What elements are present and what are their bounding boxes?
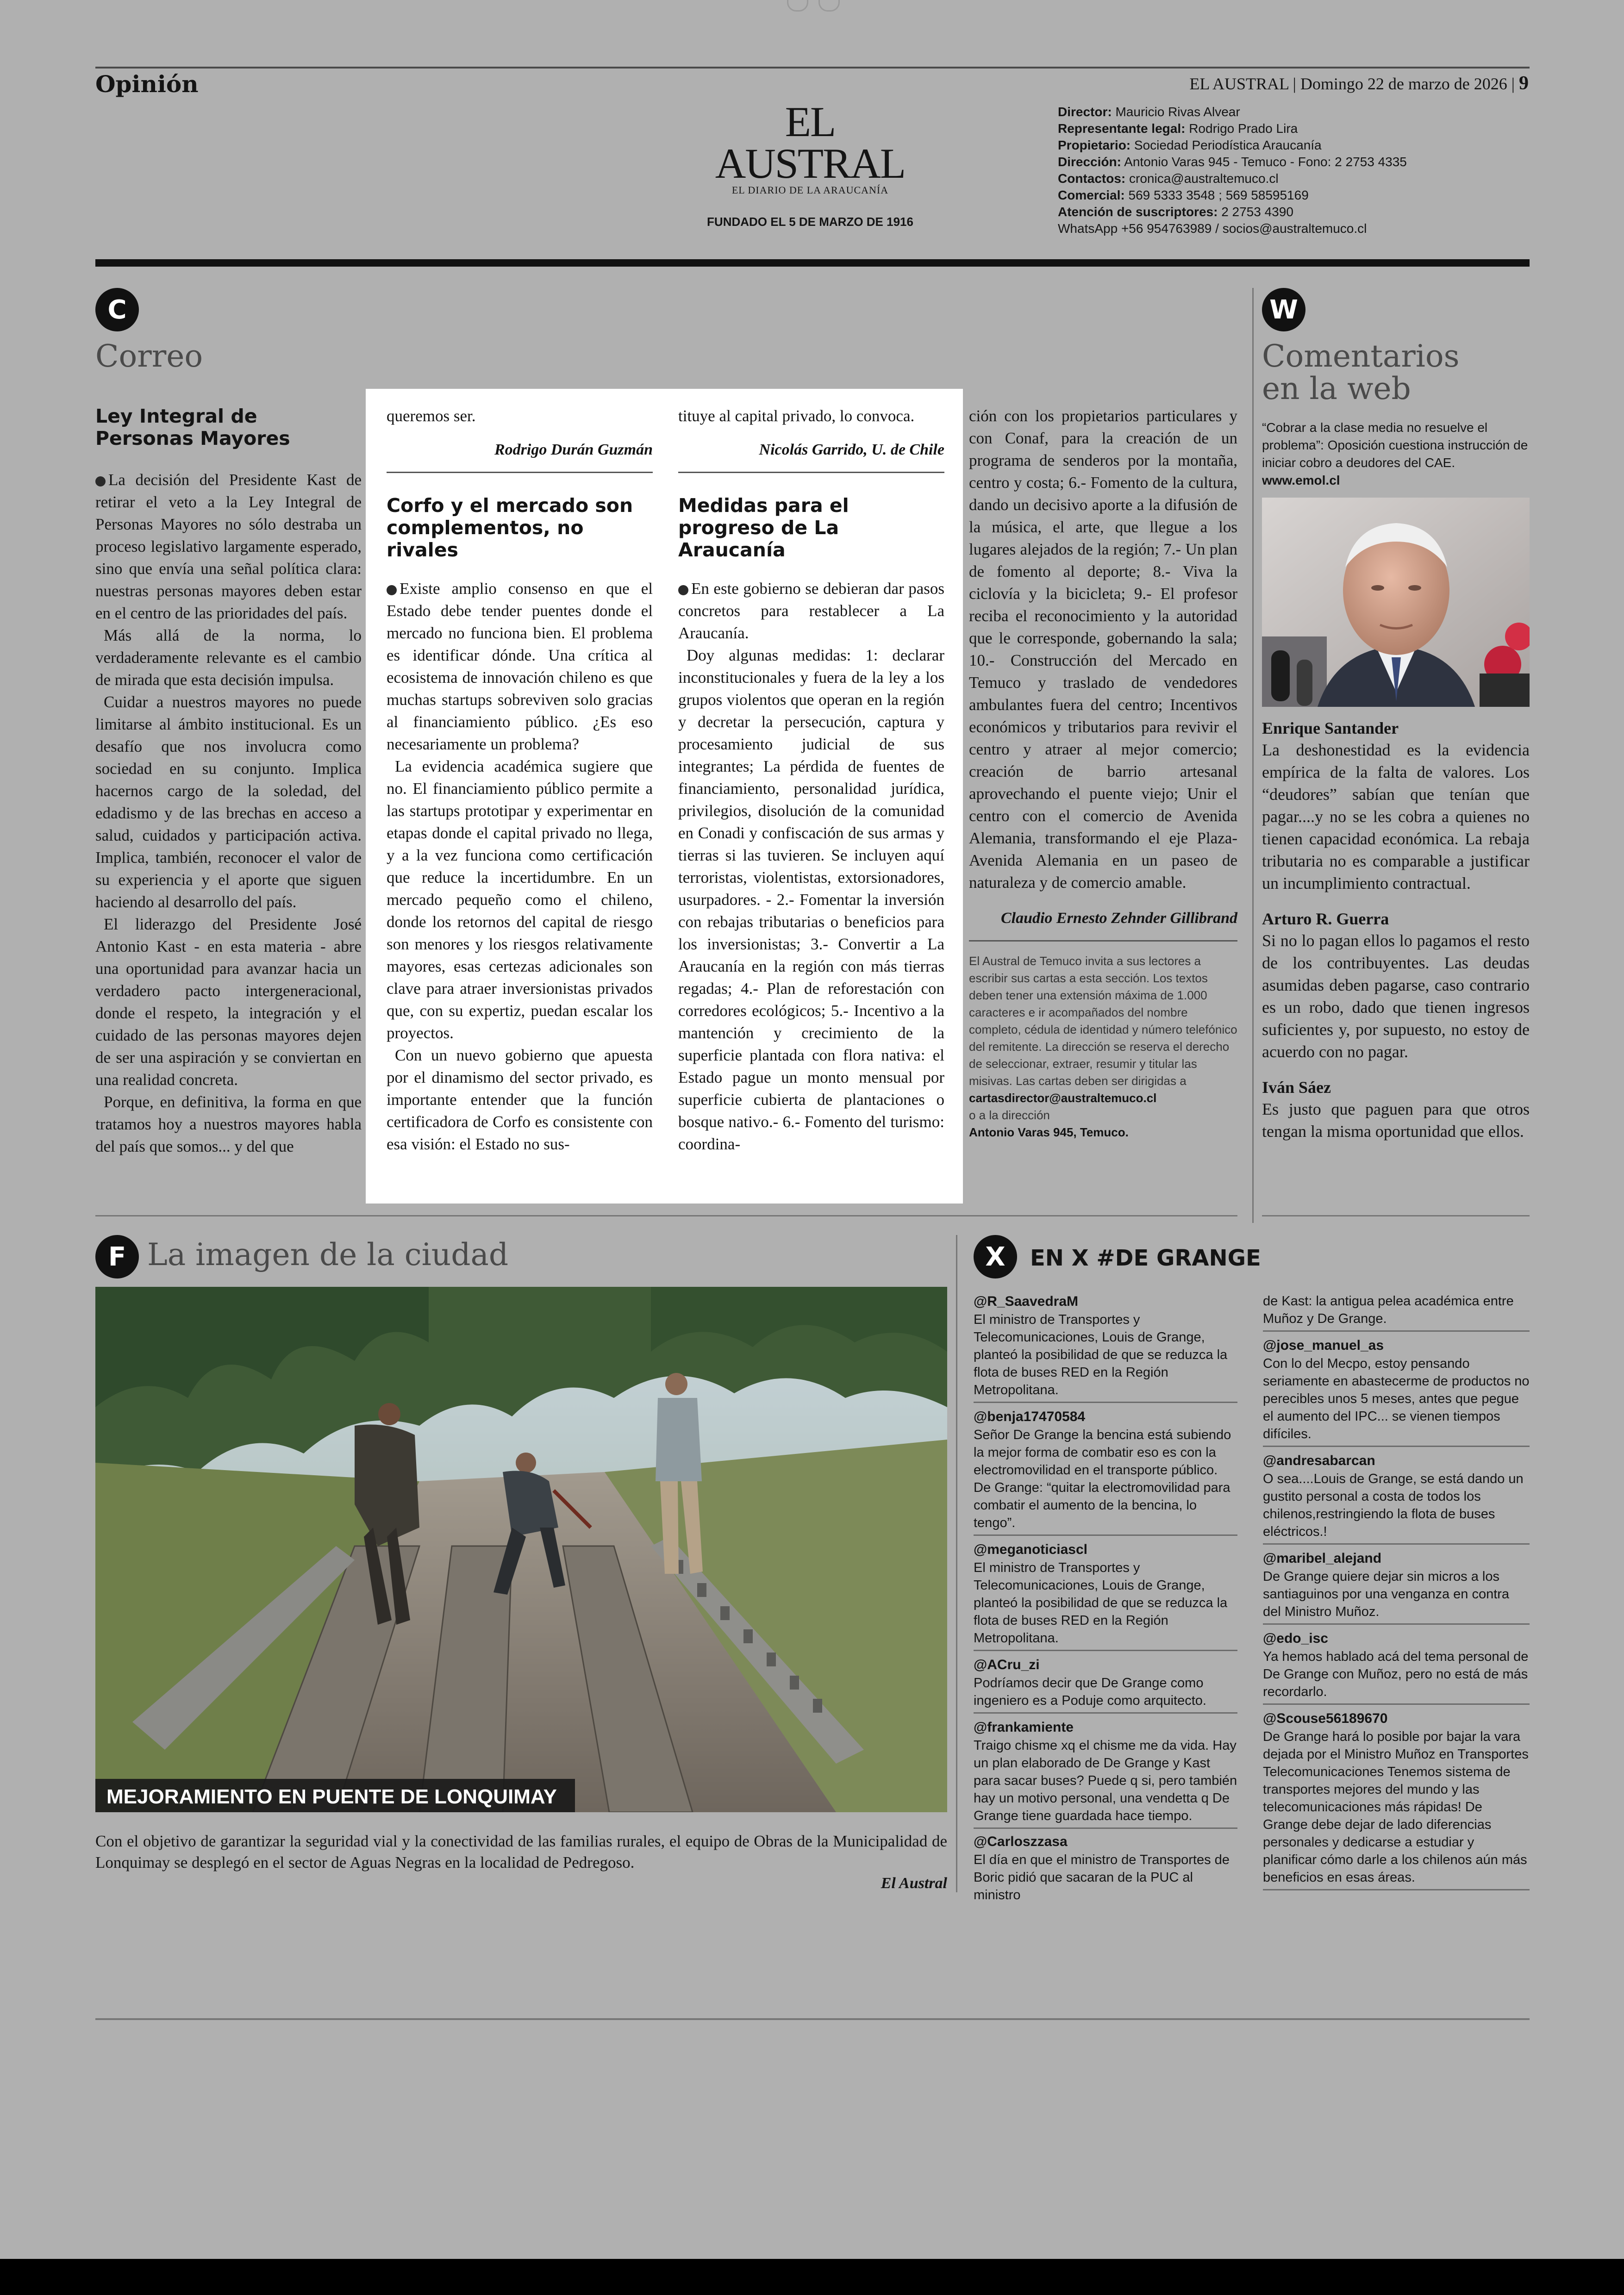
letter1-body: [95, 469, 362, 1158]
comment-text: Es justo que paguen para que otros tengan la misma oportunidad que ellos.: [1262, 1100, 1530, 1141]
middle-rule-left: [95, 1215, 1237, 1216]
tweet-handle[interactable]: @maribel_alejand: [1263, 1551, 1382, 1566]
tweet-handle[interactable]: @edo_isc: [1263, 1631, 1328, 1646]
letter2-paragraph: Con un nuevo gobierno que apuesta por el dinamismo del sector privado, es importante entender que la función certificadora de Corfo es consistente con esa visión: el Estado no sus-: [387, 1046, 653, 1153]
staff-label: Propietario:: [1058, 138, 1131, 152]
comment-item: [1262, 1077, 1530, 1142]
enx-letter-badge: X: [974, 1235, 1017, 1278]
notice-address: Antonio Varas 945, Temuco.: [969, 1125, 1129, 1139]
viewer-bottom-bar: [0, 2259, 1624, 2295]
comentarios-title-line2: en la web: [1262, 371, 1411, 406]
staff-row: [1058, 104, 1407, 120]
founded-line: FUNDADO EL 5 DE MARZO DE 1916: [707, 215, 913, 229]
comment-text: La deshonestidad es la evidencia empírica de la falta de valores. Los “deudores” sabían que tenían que pagar....y no se les cobra a quienes no tienen capacidad económica. La rebaja tributaria no es comparable a justificar un incumplimiento contractual.: [1262, 741, 1530, 892]
comentarios-letter-badge: W: [1262, 288, 1305, 331]
tweet-item: [974, 1291, 1237, 1403]
tweet-handle[interactable]: @meganoticiascl: [974, 1542, 1088, 1557]
letters-notice: [969, 953, 1237, 1141]
logo-title: EL AUSTRAL: [715, 98, 906, 187]
tweet-text: El ministro de Transportes y Telecomunicaciones, Louis de Grange, planteó la posibilidad de que se reduzca la flota de buses RED en la Región Metropolitana.: [974, 1312, 1228, 1397]
staff-value: 2 2753 4390: [1221, 205, 1293, 219]
bullet-icon: [678, 585, 688, 595]
photo-caption-tag: MEJORAMIENTO EN PUENTE DE LONQUIMAY: [106, 1785, 557, 1808]
comentarios-list: [1262, 717, 1530, 1142]
comment-author: Enrique Santander: [1262, 719, 1399, 737]
tweet-item: [974, 1833, 1237, 1904]
staff-value: WhatsApp +56 954763989 / socios@australtemuco.cl: [1058, 221, 1367, 236]
tweet-item: [1263, 1335, 1530, 1447]
letter1-paragraph: Porque, en definitiva, la forma en que tratamos hoy a nuestros mayores habla del país que somos... y del que: [95, 1093, 362, 1155]
letter3-paragraph: ción con los propietarios particulares y con Conaf, para la creación de un programa de senderos por la montaña, centro y costa; 6.- Fomento de la cultura, dando un decisivo aporte a la difusión de la música, el arte, que llegue a los lugares alejados de la región; 7.- Un plan de fomento al deporte; 8.- Viva la ciclovía y la bicicleta; 9.- El profesor reciba el reconocimiento y la autoridad que le corresponde, gobernando la sala; 10.- Construcción del Mercado en Temuco y traslado de vendedores ambulantes fuera del centro; Incentivos económicos y tributarios para revivir el centro y atraer al mejor comercio; creación de barrio artesanal aprovechando el puente viejo; Unir el centro con el comercio de Avenida Alemania, transformando el eje Plaza-Avenida Alemania en un paseo de naturaleza y de comercio amable.: [969, 407, 1237, 892]
staff-label: Dirección:: [1058, 155, 1121, 169]
tweet-text: Señor De Grange la bencina está subiendo la mejor forma de combatir eso es con la electromovilidad en el transporte público. De Grange: “quitar la electromovilidad para combatir el aumento de la bencina, lo tengo”.: [974, 1428, 1231, 1530]
staff-row: [1058, 220, 1407, 237]
staff-value: cronica@australtemuco.cl: [1129, 171, 1279, 186]
imagen-credit: El Austral: [881, 1875, 947, 1892]
tweet-item: [974, 1540, 1237, 1651]
page-number: 9: [1519, 73, 1529, 94]
letter3-paragraph: Doy algunas medidas: 1: declarar inconstitucionales y fuera de la ley a los grupos violentos que operan en la región y decretar la persecución, captura y procesamiento judicial de sus integrantes; La pérdida de fuentes de financiamiento, personalidad jurídica, privilegios, disolución de la comunidad en Conadi y confiscación de sus armas y tierras si las tuvieren. Se incluyen aquí terroristas, violentistas, extorsionadores, usurpadores. - 2.- Fomentar la inversión con rebajas tributarias o beneficios para los inversionistas; 3.- Convertir a La Araucanía en la región con más tierras regadas; 4.- Plan de reforestación con corredores ecológicos; 5.- Incentivo a la mantención y crecimiento de la superficie plantada con flora nativa: el Estado pague un monto mensual por superficie cubierta de plantaciones o bosque nativo.- 6.- Fomento del turismo: coordina-: [678, 646, 944, 1153]
comentarios-title: [1262, 340, 1460, 405]
tweet-text: De Grange quiere dejar sin micros a los santiaguinos por una venganza en contra del Ministro Muñoz.: [1263, 1569, 1510, 1619]
tweet-text: Ya hemos hablado acá del tema personal de De Grange con Muñoz, pero no está de más recordarlo.: [1263, 1649, 1529, 1699]
correo-title: Correo: [95, 338, 203, 374]
letter1-continuation: queremos ser.: [387, 407, 476, 425]
correo-column-2: [387, 405, 653, 1155]
letter1-paragraph: El liderazgo del Presidente José Antonio Kast - en esta materia - abre una oportunidad para avanzar hacia un verdadero pacto intergeneracional, donde el respeto, la integración y el cuidado de las personas mayores dejen de ser una aspiración y se conviertan en una realidad concreta.: [95, 915, 362, 1089]
staff-label: Atención de suscriptores:: [1058, 205, 1218, 219]
staff-row: [1058, 154, 1407, 170]
bullet-icon: [95, 476, 106, 486]
header-bottom-rule: [95, 259, 1530, 267]
letter1-paragraph: La decisión del Presidente Kast de retirar el veto a la Ley Integral de Personas Mayores no sólo destraba un proceso legislativo largamente esperado, sino que envía una señal política clara: nuestras personas mayores deben estar en el centro de las prioridades del país.: [95, 471, 362, 622]
staff-value: Mauricio Rivas Alvear: [1115, 105, 1240, 119]
staff-row: [1058, 187, 1407, 204]
bottom-rule: [95, 2018, 1530, 2020]
staff-label: Comercial:: [1058, 188, 1125, 202]
letter3-headline: Medidas para el progreso de La Araucanía: [678, 494, 849, 561]
tweet-item: [1263, 1709, 1530, 1890]
letter2-continuation: tituye al capital privado, lo convoca.: [678, 407, 915, 425]
tweet-item: [974, 1655, 1237, 1714]
notice-email[interactable]: cartasdirector@australtemuco.cl: [969, 1091, 1157, 1105]
logo-subtitle: EL DIARIO DE LA ARAUCANÍA: [731, 184, 889, 196]
imagen-title: La imagen de la ciudad: [147, 1237, 509, 1272]
letter3-signature: Claudio Ernesto Zehnder Gillibrand: [1000, 910, 1237, 927]
tweet-handle[interactable]: @jose_manuel_as: [1263, 1338, 1384, 1353]
comentarios-vertical-rule: [1252, 288, 1254, 1223]
tweet-handle[interactable]: @R_SaavedraM: [974, 1294, 1079, 1309]
enx-title: EN X #DE GRANGE: [1030, 1245, 1261, 1271]
city-photo: [95, 1287, 947, 1812]
tweet-handle[interactable]: @andresabarcan: [1263, 1453, 1375, 1468]
staff-value: Rodrigo Prado Lira: [1189, 121, 1298, 136]
letter1-headline: Ley Integral de Personas Mayores: [95, 405, 290, 449]
tweet-text: De Grange hará lo posible por bajar la vara dejada por el Ministro Muñoz en Transportes Telecomunicaciones Tenemos sistema de transportes mejores del mundo y las telecomunicaciones más rápidas! De Grange debe dejar de lado diferencias personales y dedicarse a estudiar y planificar cómo darle a los chilenos aún más beneficios en esas áreas.: [1263, 1729, 1529, 1885]
tweet-item: [1263, 1548, 1530, 1625]
column3-divider: [678, 472, 944, 473]
notice-text: El Austral de Temuco invita a sus lectores a escribir sus cartas a esta sección. Los textos deben tener una extensión máxima de 1.000 caracteres e ir acompañados del nombre completo, cédula de identidad y número telefónico del remitente. La dirección se reserva el derecho de seleccionar, extraer, resumir y titular las misivas. Las cartas deben ser dirigidas a: [969, 954, 1237, 1088]
tweet-item: [1263, 1628, 1530, 1705]
letter2-body: [387, 578, 653, 1155]
staff-label: Representante legal:: [1058, 121, 1186, 136]
tweet-text: Podríamos decir que De Grange como ingeniero es a Poduje como arquitecto.: [974, 1676, 1206, 1708]
letter1-signature: Rodrigo Durán Guzmán: [494, 441, 653, 458]
staff-label: Director:: [1058, 105, 1112, 119]
staff-value: Antonio Varas 945 - Temuco - Fono: 2 2753 4335: [1124, 155, 1407, 169]
comentarios-intro-text: “Cobrar a la clase media no resuelve el problema”: Oposición cuestiona instrucción de iniciar cobro a deudores del CAE.: [1262, 420, 1528, 470]
enx-tweets-col1: [974, 1291, 1237, 1904]
column4-divider: [969, 940, 1237, 942]
letter2-paragraph: La evidencia académica sugiere que no. El financiamiento público permite a las startups prototipar y experimentar en etapas donde el capital privado no llega, y a la vez funciona como certificación que reduce la incertidumbre. En un mercado pequeño como el chileno, donde los retornos del capital de riesgo son menores y los riesgos relativamente mayores, esas certezas adicionales son clave para atraer inversionistas privados que, con su expertiz, puedan escalar los proyectos.: [387, 757, 653, 1042]
comentarios-intro-link[interactable]: www.emol.cl: [1262, 473, 1340, 487]
imagen-letter-badge: F: [95, 1235, 139, 1278]
tweet-handle[interactable]: @Scouse56189670: [1263, 1711, 1388, 1726]
comentarios-title-line1: Comentarios: [1262, 338, 1460, 374]
imagen-caption: Con el objetivo de garantizar la seguridad vial y la conectividad de las familias rurales, el equipo de Obras de la Municipalidad de Lonquimay se desplegó en el sector de Aguas Negras en la localidad de Pedregoso.: [95, 1832, 947, 1871]
tweet-text: El ministro de Transportes y Telecomunicaciones, Louis de Grange, planteó la posibilidad de que se reduzca la flota de buses RED en la Región Metropolitana.: [974, 1560, 1228, 1646]
letter1-paragraph: Cuidar a nuestros mayores no puede limitarse al ámbito institucional. Es un desafío que nos involucra como sociedad en su conjunto. Implica hacernos cargo de la soledad, del edadismo y de las brechas en acceso a salud, cuidados y participación activa. Implica, también, reconocer el valor de su experiencia y el aporte que siguen haciendo al desarrollo del país.: [95, 693, 362, 911]
date-text: EL AUSTRAL | Domingo 22 de marzo de 2026 |: [1189, 75, 1515, 93]
letter2-headline: Corfo y el mercado son complementos, no rivales: [387, 494, 633, 561]
staff-row: [1058, 137, 1407, 154]
column2-divider: [387, 472, 653, 473]
letter2-paragraph: Existe amplio consenso en que el Estado debe tender puentes donde el mercado no funciona bien. El problema es identificar dónde. Una crítica al ecosistema de innovación chileno es que muchas startups sobreviven solo gracias al financiamiento público. ¿Es eso necesariamente un problema?: [387, 580, 653, 753]
staff-value: Sociedad Periodística Araucanía: [1134, 138, 1322, 152]
comment-author: Arturo R. Guerra: [1262, 910, 1389, 928]
comentarios-photo: [1262, 498, 1530, 707]
tweet-handle[interactable]: @benja17470584: [974, 1409, 1086, 1424]
tweet-text: Con lo del Mecpo, estoy pensando seriamente en abastecerme de productos no perecibles unos 5 meses, antes que pegue el aumento del IPC... se vienen tiempos difíciles.: [1263, 1356, 1530, 1441]
comment-item: [1262, 717, 1530, 894]
tweet-text: O sea....Louis de Grange, se está dando un gustito personal a costa de todos los chilenos,restringiendo la flota de buses eléctricos.!: [1263, 1472, 1524, 1539]
letter2-signature: Nicolás Garrido, U. de Chile: [759, 441, 944, 458]
staff-row: [1058, 120, 1407, 137]
tweet-item: [974, 1717, 1237, 1829]
tweet-text: de Kast: la antigua pelea académica entre Muñoz y De Grange.: [1263, 1294, 1514, 1326]
comment-text: Si no lo pagan ellos lo pagamos el resto de los contribuyentes. Las deudas asumidas deben pagarse, caso contrario es un robo, dado que tienen ingresos suficientes y, por supuesto, no estoy de acuerdo con no pagar.: [1262, 931, 1530, 1061]
viewer-prev-icon[interactable]: [787, 0, 808, 12]
masthead-logo: [694, 98, 926, 229]
date-line: [1189, 72, 1529, 94]
tweet-item: [1263, 1291, 1530, 1332]
comment-author: Iván Sáez: [1262, 1078, 1331, 1097]
letter3-continuation: [969, 405, 1237, 894]
correo-column-3: [678, 405, 944, 1155]
enx-tweets-col2: [1263, 1291, 1530, 1894]
viewer-next-icon[interactable]: [818, 0, 840, 12]
section-label: Opinión: [95, 70, 199, 98]
staff-row: [1058, 170, 1407, 187]
correo-column-1: [95, 405, 362, 1158]
tweet-item: [1263, 1451, 1530, 1545]
masthead-staff: [1058, 104, 1407, 237]
letter1-paragraph: Más allá de la norma, lo verdaderamente relevante es el cambio de mirada que esta decisión impulsa.: [95, 626, 362, 689]
comment-item: [1262, 908, 1530, 1063]
staff-row: [1058, 204, 1407, 220]
middle-rule-right: [1262, 1215, 1530, 1216]
tweet-handle[interactable]: @frankamiente: [974, 1720, 1074, 1735]
staff-label: Contactos:: [1058, 171, 1126, 186]
staff-value: 569 5333 3548 ; 569 58595169: [1128, 188, 1309, 202]
notice-or: o a la dirección: [969, 1108, 1050, 1122]
correo-column-4: [969, 405, 1237, 1141]
letter3-paragraph: En este gobierno se debieran dar pasos concretos para restablecer a La Araucanía.: [678, 580, 944, 642]
tweet-handle[interactable]: @Carloszzasa: [974, 1834, 1068, 1849]
comentarios-intro: [1262, 419, 1530, 489]
tweet-item: [974, 1407, 1237, 1536]
correo-letter-badge: C: [95, 288, 139, 331]
letter3-body: [678, 578, 944, 1155]
header-top-rule: [95, 67, 1530, 69]
tweet-text: El día en que el ministro de Transportes de Boric pidió que sacaran de la PUC al ministro: [974, 1852, 1230, 1902]
enx-vertical-rule: [956, 1235, 957, 1892]
tweet-handle[interactable]: @ACru_zi: [974, 1657, 1040, 1672]
tweet-text: Traigo chisme xq el chisme me da vida. Hay un plan elaborado de De Grange y Kast para sacar buses? Puede q si, pero también hay un motivo personal, una vendetta q De Grange tiene guardada hace tiempo.: [974, 1738, 1237, 1823]
bullet-icon: [387, 585, 397, 595]
